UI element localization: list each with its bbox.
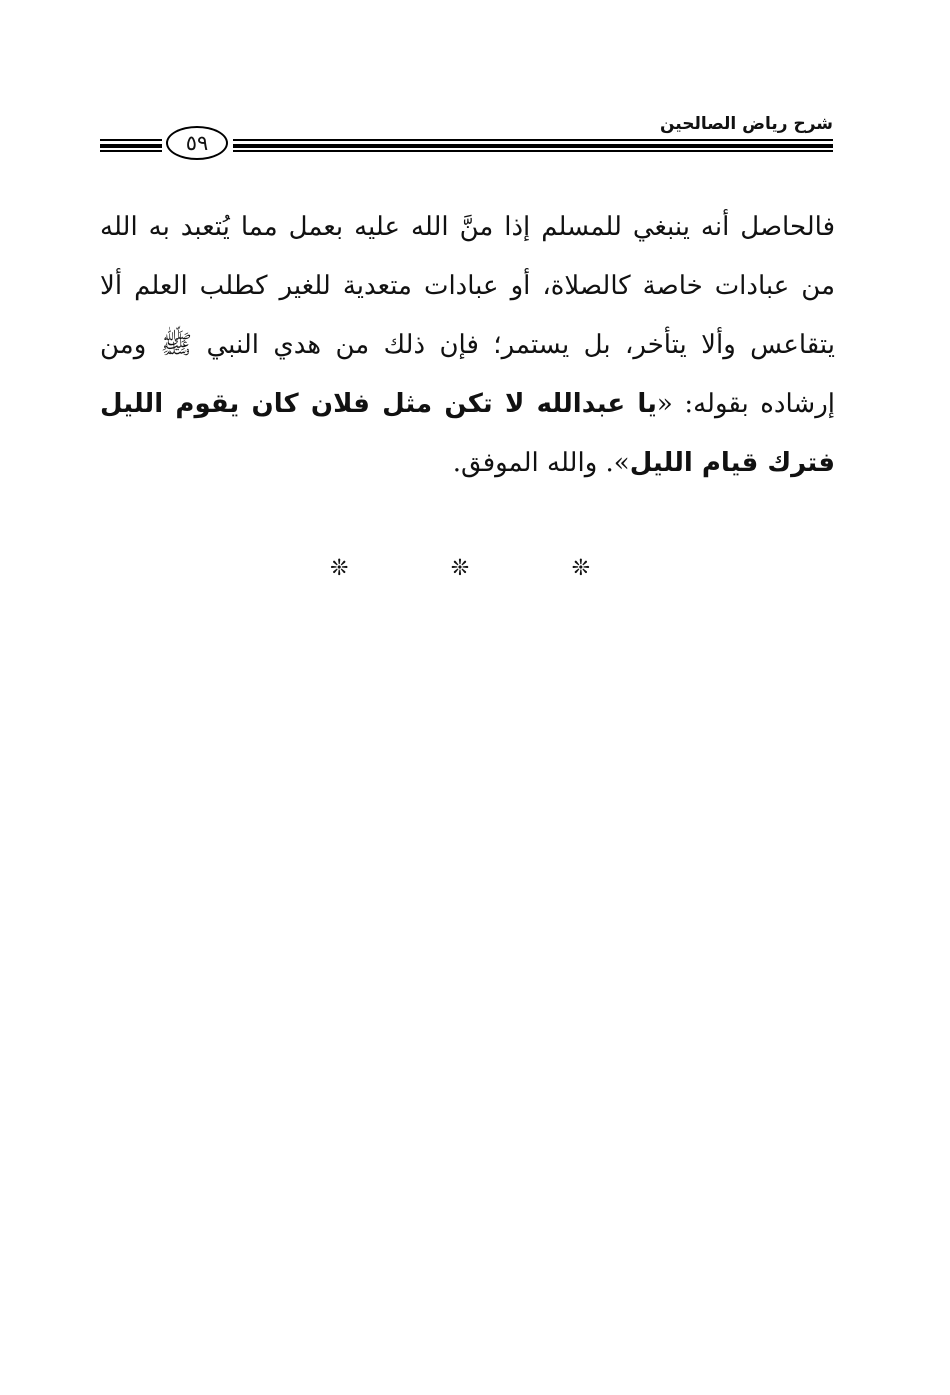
page-number: ٥٩ (166, 126, 228, 160)
page-header (100, 108, 833, 158)
star-ornament-icon: ❊ (571, 556, 590, 581)
header-rule-thin-bottom (233, 150, 833, 152)
star-ornament-icon: ❊ (450, 556, 470, 581)
header-rule-left (100, 139, 162, 153)
body-paragraph (100, 198, 835, 493)
hadith-quote: يا عبدالله لا تكن مثل فلان كان يقوم الليل فترك قيام الليل (100, 389, 835, 478)
header-rule-thin-top (233, 139, 833, 141)
book-title: شرح رياض الصالحين (659, 114, 833, 134)
paragraph-text-before-quote: فالحاصل أنه ينبغي للمسلم إذا منَّ الله عليه بعمل مما يُتعبد به الله من عبادات خاصة كالصلاة، أو عبادات متعدية للغير كطلب العلم ألا يتقاعس وألا يتأخر، بل يستمر؛ فإن ذلك من هدي النبي ﷺ ومن إرشاده بقوله: « (100, 212, 835, 419)
header-rule-left-thin-bottom (100, 150, 162, 152)
paragraph-text-after-quote: ». والله الموفق. (452, 448, 630, 478)
header-rule-left-thick (100, 144, 162, 148)
header-rule-right (233, 139, 833, 153)
header-rule-thick (233, 144, 833, 148)
header-rule-left-thin-top (100, 139, 162, 141)
star-ornament-icon: ❊ (330, 556, 349, 581)
section-separator (330, 556, 590, 581)
